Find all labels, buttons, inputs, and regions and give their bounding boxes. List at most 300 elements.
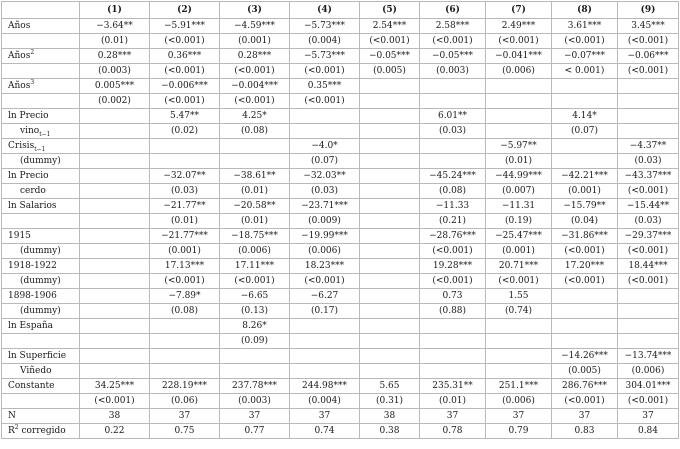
row-label-text: ln España <box>8 321 54 331</box>
cell-model-8: < 0.001) <box>552 64 618 79</box>
cell-model-5 <box>360 289 420 304</box>
cell-model-4: (<0.001) <box>290 274 360 289</box>
table-row <box>2 94 679 109</box>
cell-model-5 <box>360 334 420 349</box>
cell-model-1 <box>80 184 150 199</box>
row-label-text: N <box>8 411 16 421</box>
table-row <box>2 244 679 259</box>
table-row <box>2 184 679 199</box>
cell-model-1 <box>80 364 150 379</box>
cell-model-7 <box>486 109 552 124</box>
cell-model-8 <box>552 79 618 94</box>
cell-model-6 <box>420 79 486 94</box>
cell-model-5: (<0.001) <box>360 34 420 49</box>
cell-model-7 <box>486 319 552 334</box>
table-row <box>2 34 679 49</box>
cell-model-3: (0.01) <box>220 184 290 199</box>
table-row <box>2 199 679 214</box>
cell-model-1: 34.25*** <box>80 379 150 394</box>
cell-model-6 <box>420 349 486 364</box>
cell-model-7 <box>486 334 552 349</box>
cell-model-7: 37 <box>486 409 552 424</box>
cell-model-3: 0.77 <box>220 424 290 439</box>
cell-model-4: 37 <box>290 409 360 424</box>
cell-model-7: −11.31 <box>486 199 552 214</box>
cell-model-5 <box>360 244 420 259</box>
cell-model-4: (<0.001) <box>290 64 360 79</box>
cell-model-3: −0.004*** <box>220 79 290 94</box>
cell-model-2: 0.36*** <box>150 49 220 64</box>
header-model-5: (5) <box>360 2 420 19</box>
cell-model-8 <box>552 319 618 334</box>
cell-model-7: −25.47*** <box>486 229 552 244</box>
cell-model-8: (<0.001) <box>552 274 618 289</box>
table-row <box>2 274 679 289</box>
row-label-text: (dummy) <box>20 156 61 166</box>
row-label-tail: corregido <box>18 426 66 436</box>
cell-model-4: (<0.001) <box>290 94 360 109</box>
cell-model-4: −5.73*** <box>290 19 360 34</box>
header-model-7: (7) <box>486 2 552 19</box>
row-label-text: Años <box>8 21 31 31</box>
row-label-text: (dummy) <box>20 306 61 316</box>
cell-model-8: (<0.001) <box>552 34 618 49</box>
cell-model-2: (0.08) <box>150 304 220 319</box>
cell-model-5: 2.54*** <box>360 19 420 34</box>
cell-model-4: −5.73*** <box>290 49 360 64</box>
row-label-text: Viñedo <box>20 366 52 376</box>
cell-model-7: (<0.001) <box>486 34 552 49</box>
cell-model-2: −5.91*** <box>150 19 220 34</box>
cell-model-9 <box>618 289 679 304</box>
cell-model-3: −38.61** <box>220 169 290 184</box>
cell-model-9: −43.37*** <box>618 169 679 184</box>
row-label <box>2 409 80 424</box>
cell-model-9: 0.84 <box>618 424 679 439</box>
cell-model-3: −20.58** <box>220 199 290 214</box>
cell-model-6: (<0.001) <box>420 34 486 49</box>
row-label-text: 1898-1906 <box>8 291 57 301</box>
cell-model-4: (0.004) <box>290 394 360 409</box>
table-header <box>2 2 679 19</box>
cell-model-1: (0.01) <box>80 34 150 49</box>
row-label <box>2 49 80 64</box>
cell-model-9: (<0.001) <box>618 64 679 79</box>
row-label <box>2 394 80 409</box>
cell-model-2: (0.001) <box>150 244 220 259</box>
row-label <box>2 274 80 289</box>
cell-model-3: −6.65 <box>220 289 290 304</box>
cell-model-3 <box>220 364 290 379</box>
cell-model-8: 17.20*** <box>552 259 618 274</box>
cell-model-6: (0.88) <box>420 304 486 319</box>
cell-model-9 <box>618 94 679 109</box>
cell-model-9: (0.006) <box>618 364 679 379</box>
cell-model-4 <box>290 319 360 334</box>
cell-model-6 <box>420 139 486 154</box>
cell-model-6: 0.78 <box>420 424 486 439</box>
cell-model-8: 4.14* <box>552 109 618 124</box>
header-model-1: (1) <box>80 2 150 19</box>
cell-model-4: 244.98*** <box>290 379 360 394</box>
cell-model-8: −42.21*** <box>552 169 618 184</box>
table-row <box>2 229 679 244</box>
cell-model-1: −3.64** <box>80 19 150 34</box>
cell-model-2: (0.03) <box>150 184 220 199</box>
row-label-text: R <box>8 426 15 436</box>
row-label-subscript: t−1 <box>39 130 51 138</box>
cell-model-9: −4.37** <box>618 139 679 154</box>
cell-model-4: −4.0* <box>290 139 360 154</box>
row-label <box>2 364 80 379</box>
cell-model-2: (<0.001) <box>150 34 220 49</box>
cell-model-3 <box>220 349 290 364</box>
cell-model-7 <box>486 79 552 94</box>
cell-model-7: −44.99*** <box>486 169 552 184</box>
cell-model-5 <box>360 199 420 214</box>
cell-model-4: (0.009) <box>290 214 360 229</box>
table-row <box>2 349 679 364</box>
cell-model-4: −32.03** <box>290 169 360 184</box>
cell-model-6: (<0.001) <box>420 274 486 289</box>
cell-model-2 <box>150 349 220 364</box>
cell-model-8 <box>552 139 618 154</box>
cell-model-6: 235.31** <box>420 379 486 394</box>
cell-model-4: (0.004) <box>290 34 360 49</box>
row-label <box>2 379 80 394</box>
cell-model-8: −0.07*** <box>552 49 618 64</box>
cell-model-2 <box>150 364 220 379</box>
cell-model-9 <box>618 304 679 319</box>
cell-model-6: −11.33 <box>420 199 486 214</box>
cell-model-3: (<0.001) <box>220 94 290 109</box>
cell-model-6: 0.73 <box>420 289 486 304</box>
row-label <box>2 64 80 79</box>
cell-model-1: (0.002) <box>80 94 150 109</box>
cell-model-5 <box>360 364 420 379</box>
cell-model-8 <box>552 289 618 304</box>
cell-model-7: (0.01) <box>486 154 552 169</box>
cell-model-1: 0.22 <box>80 424 150 439</box>
cell-model-1 <box>80 169 150 184</box>
cell-model-9: −0.06*** <box>618 49 679 64</box>
row-label-text: 1918-1922 <box>8 261 57 271</box>
cell-model-1 <box>80 199 150 214</box>
cell-model-1: 0.005*** <box>80 79 150 94</box>
cell-model-6: 6.01** <box>420 109 486 124</box>
row-label <box>2 304 80 319</box>
cell-model-5: (0.31) <box>360 394 420 409</box>
cell-model-2: −32.07** <box>150 169 220 184</box>
cell-model-7: (0.19) <box>486 214 552 229</box>
cell-model-4: −19.99*** <box>290 229 360 244</box>
cell-model-4: 0.74 <box>290 424 360 439</box>
cell-model-3: (0.13) <box>220 304 290 319</box>
cell-model-4 <box>290 109 360 124</box>
cell-model-4: 0.35*** <box>290 79 360 94</box>
cell-model-2: 17.13*** <box>150 259 220 274</box>
row-label <box>2 19 80 34</box>
row-label <box>2 244 80 259</box>
row-label <box>2 229 80 244</box>
cell-model-7: (0.74) <box>486 304 552 319</box>
cell-model-5 <box>360 109 420 124</box>
cell-model-7: 0.79 <box>486 424 552 439</box>
row-label <box>2 319 80 334</box>
cell-model-8: 37 <box>552 409 618 424</box>
row-label-text: vino <box>20 126 40 136</box>
table-row <box>2 109 679 124</box>
cell-model-1: 38 <box>80 409 150 424</box>
cell-model-8: 286.76*** <box>552 379 618 394</box>
cell-model-2: 37 <box>150 409 220 424</box>
cell-model-2 <box>150 319 220 334</box>
cell-model-1 <box>80 154 150 169</box>
cell-model-6 <box>420 364 486 379</box>
cell-model-9 <box>618 109 679 124</box>
cell-model-5 <box>360 169 420 184</box>
row-label-text: Crisis <box>8 141 35 151</box>
cell-model-9: 18.44*** <box>618 259 679 274</box>
cell-model-7: −0.041*** <box>486 49 552 64</box>
table-row <box>2 364 679 379</box>
row-label <box>2 34 80 49</box>
cell-model-9: −15.44** <box>618 199 679 214</box>
cell-model-7: 251.1*** <box>486 379 552 394</box>
table-row <box>2 394 679 409</box>
cell-model-7 <box>486 349 552 364</box>
cell-model-2: (<0.001) <box>150 274 220 289</box>
row-label <box>2 334 80 349</box>
cell-model-2: (0.01) <box>150 214 220 229</box>
cell-model-8: 3.61*** <box>552 19 618 34</box>
row-label <box>2 109 80 124</box>
cell-model-7 <box>486 94 552 109</box>
cell-model-5: (0.005) <box>360 64 420 79</box>
cell-model-6: (0.21) <box>420 214 486 229</box>
cell-model-7 <box>486 364 552 379</box>
cell-model-3: 4.25* <box>220 109 290 124</box>
cell-model-7: −5.97** <box>486 139 552 154</box>
cell-model-5 <box>360 139 420 154</box>
row-label <box>2 214 80 229</box>
cell-model-9: (0.03) <box>618 154 679 169</box>
cell-model-8: (0.005) <box>552 364 618 379</box>
cell-model-1 <box>80 304 150 319</box>
row-label-superscript: 3 <box>30 79 35 86</box>
table-row <box>2 259 679 274</box>
row-label-text: Años <box>8 81 31 91</box>
cell-model-5: 0.38 <box>360 424 420 439</box>
row-label-text: ln Precio <box>8 171 49 181</box>
cell-model-5 <box>360 304 420 319</box>
table-row <box>2 49 679 64</box>
table-row <box>2 424 679 439</box>
cell-model-4: (0.03) <box>290 184 360 199</box>
row-label <box>2 184 80 199</box>
cell-model-6 <box>420 319 486 334</box>
cell-model-9: 304.01*** <box>618 379 679 394</box>
cell-model-8: (0.07) <box>552 124 618 139</box>
cell-model-8 <box>552 94 618 109</box>
cell-model-2: −21.77** <box>150 199 220 214</box>
cell-model-7: (<0.001) <box>486 274 552 289</box>
row-label <box>2 349 80 364</box>
cell-model-5 <box>360 319 420 334</box>
cell-model-7: 20.71*** <box>486 259 552 274</box>
cell-model-8 <box>552 304 618 319</box>
cell-model-5 <box>360 274 420 289</box>
cell-model-9: (<0.001) <box>618 34 679 49</box>
cell-model-8: −14.26*** <box>552 349 618 364</box>
cell-model-5 <box>360 124 420 139</box>
cell-model-3: 0.28*** <box>220 49 290 64</box>
cell-model-1 <box>80 334 150 349</box>
row-label <box>2 199 80 214</box>
cell-model-3: 17.11*** <box>220 259 290 274</box>
cell-model-9 <box>618 124 679 139</box>
cell-model-9: −13.74*** <box>618 349 679 364</box>
cell-model-5: 38 <box>360 409 420 424</box>
cell-model-3: −18.75*** <box>220 229 290 244</box>
cell-model-5 <box>360 94 420 109</box>
cell-model-3: (0.09) <box>220 334 290 349</box>
header-model-4: (4) <box>290 2 360 19</box>
cell-model-6: (0.08) <box>420 184 486 199</box>
cell-model-6 <box>420 154 486 169</box>
table-row <box>2 289 679 304</box>
row-label-text: Años <box>8 51 31 61</box>
row-label-text: (dummy) <box>20 246 61 256</box>
cell-model-2: 5.47** <box>150 109 220 124</box>
cell-model-6: 2.58*** <box>420 19 486 34</box>
cell-model-4 <box>290 349 360 364</box>
cell-model-9: (0.03) <box>618 214 679 229</box>
cell-model-1: (0.003) <box>80 64 150 79</box>
row-label <box>2 169 80 184</box>
row-label-text: cerdo <box>20 186 46 196</box>
cell-model-3: 237.78*** <box>220 379 290 394</box>
cell-model-2: (0.06) <box>150 394 220 409</box>
cell-model-1: 0.28*** <box>80 49 150 64</box>
cell-model-1 <box>80 274 150 289</box>
cell-model-6: 19.28*** <box>420 259 486 274</box>
cell-model-4: (0.17) <box>290 304 360 319</box>
cell-model-9: 3.45*** <box>618 19 679 34</box>
cell-model-1 <box>80 259 150 274</box>
row-label <box>2 424 80 439</box>
cell-model-6: (0.003) <box>420 64 486 79</box>
row-label <box>2 124 80 139</box>
table-row <box>2 319 679 334</box>
cell-model-5 <box>360 259 420 274</box>
row-label-text: 1915 <box>8 231 31 241</box>
cell-model-3: (0.08) <box>220 124 290 139</box>
cell-model-9 <box>618 334 679 349</box>
cell-model-5 <box>360 214 420 229</box>
cell-model-4: (0.07) <box>290 154 360 169</box>
table-row <box>2 19 679 34</box>
row-label-subscript: t−1 <box>34 145 46 153</box>
cell-model-7: (0.001) <box>486 244 552 259</box>
cell-model-9 <box>618 319 679 334</box>
row-label <box>2 289 80 304</box>
cell-model-8 <box>552 154 618 169</box>
cell-model-7: (0.006) <box>486 64 552 79</box>
header-row <box>2 2 679 19</box>
cell-model-4: (0.006) <box>290 244 360 259</box>
cell-model-2 <box>150 139 220 154</box>
cell-model-9: −29.37*** <box>618 229 679 244</box>
row-label-text: (dummy) <box>20 276 61 286</box>
cell-model-1: (<0.001) <box>80 394 150 409</box>
cell-model-2: −21.77*** <box>150 229 220 244</box>
row-label <box>2 94 80 109</box>
cell-model-9 <box>618 79 679 94</box>
cell-model-5 <box>360 229 420 244</box>
cell-model-9: (<0.001) <box>618 184 679 199</box>
cell-model-9: (<0.001) <box>618 244 679 259</box>
cell-model-9: 37 <box>618 409 679 424</box>
cell-model-7: (0.006) <box>486 394 552 409</box>
cell-model-1 <box>80 109 150 124</box>
row-label-superscript: 2 <box>14 424 19 431</box>
cell-model-2: (0.02) <box>150 124 220 139</box>
cell-model-7 <box>486 124 552 139</box>
cell-model-6: −0.05*** <box>420 49 486 64</box>
cell-model-2: 0.75 <box>150 424 220 439</box>
table-row <box>2 169 679 184</box>
cell-model-1 <box>80 244 150 259</box>
cell-model-3: (<0.001) <box>220 274 290 289</box>
cell-model-6: (<0.001) <box>420 244 486 259</box>
cell-model-6: −28.76*** <box>420 229 486 244</box>
table-row <box>2 64 679 79</box>
table-row <box>2 304 679 319</box>
row-label-text: ln Precio <box>8 111 49 121</box>
cell-model-4: 18.23*** <box>290 259 360 274</box>
cell-model-2 <box>150 154 220 169</box>
cell-model-1 <box>80 319 150 334</box>
cell-model-9: (<0.001) <box>618 394 679 409</box>
cell-model-1 <box>80 214 150 229</box>
row-label <box>2 259 80 274</box>
cell-model-4 <box>290 334 360 349</box>
cell-model-5 <box>360 79 420 94</box>
cell-model-3 <box>220 154 290 169</box>
table-row <box>2 124 679 139</box>
header-model-3: (3) <box>220 2 290 19</box>
header-variable <box>2 2 80 19</box>
table-row <box>2 379 679 394</box>
cell-model-9: (<0.001) <box>618 274 679 289</box>
row-label-text: Constante <box>8 381 55 391</box>
cell-model-4 <box>290 364 360 379</box>
cell-model-4: −6.27 <box>290 289 360 304</box>
cell-model-3: (<0.001) <box>220 64 290 79</box>
row-label <box>2 139 80 154</box>
cell-model-3 <box>220 139 290 154</box>
cell-model-5: −0.05*** <box>360 49 420 64</box>
cell-model-8: (0.001) <box>552 184 618 199</box>
cell-model-6: (0.03) <box>420 124 486 139</box>
cell-model-2: −0.006*** <box>150 79 220 94</box>
cell-model-6: 37 <box>420 409 486 424</box>
cell-model-5 <box>360 349 420 364</box>
table-row <box>2 214 679 229</box>
cell-model-8: (0.04) <box>552 214 618 229</box>
regression-table <box>1 1 679 439</box>
